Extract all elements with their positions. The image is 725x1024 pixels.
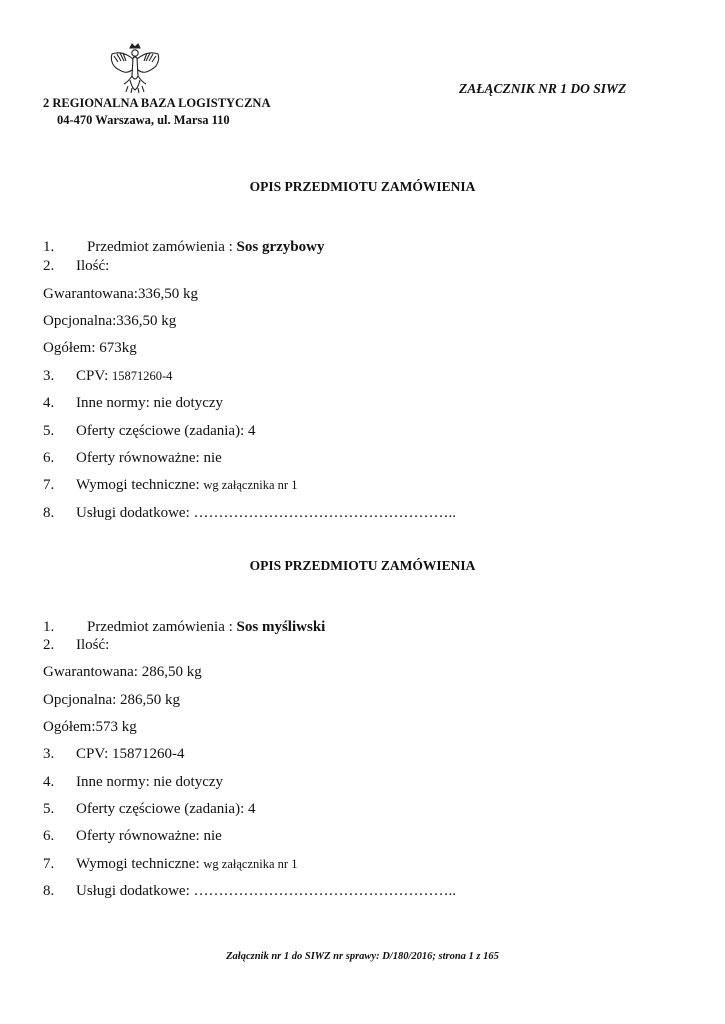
item-label: Oferty równoważne: nie xyxy=(76,450,222,466)
item-equivalent-offers xyxy=(43,828,222,845)
item-number: 4. xyxy=(43,395,55,411)
quantity-total: Ogółem: 673kg xyxy=(43,340,137,356)
section-title: OPIS PRZEDMIOTU ZAMÓWIENIA xyxy=(249,558,476,573)
item-label: Ilość: xyxy=(76,258,110,274)
section-title: OPIS PRZEDMIOTU ZAMÓWIENIA xyxy=(249,179,476,194)
quantity-guaranteed: Gwarantowana: 286,50 kg xyxy=(43,664,202,680)
item-number: 5. xyxy=(43,423,55,439)
item-partial-offers xyxy=(43,423,255,440)
item-label: Przedmiot zamówienia : xyxy=(87,619,237,635)
item-value: Sos grzybowy xyxy=(236,239,325,255)
quantity-guaranteed: Gwarantowana:336,50 kg xyxy=(43,286,198,302)
item-technical-requirements xyxy=(43,477,297,494)
item-number: 1. xyxy=(43,239,55,255)
item-number: 5. xyxy=(43,801,55,817)
item-label: Wymogi techniczne: xyxy=(76,477,204,493)
page-footer: Załącznik nr 1 do SIWZ nr sprawy: D/180/2016; strona 1 z 165 xyxy=(226,951,499,962)
item-value: 15871260-4 xyxy=(111,369,173,383)
item-number: 3. xyxy=(43,746,55,762)
item-equivalent-offers xyxy=(43,450,222,467)
item-additional-services xyxy=(43,883,456,900)
quantity-total: Ogółem:573 kg xyxy=(43,719,137,735)
item-label: Oferty częściowe (zadania): 4 xyxy=(76,423,256,439)
item-label: Oferty częściowe (zadania): 4 xyxy=(76,801,256,817)
item-cpv xyxy=(43,746,184,763)
item-label: Ilość: xyxy=(76,637,110,653)
item-label: Usługi dodatkowe: …………………………………………….. xyxy=(76,883,456,899)
item-norms xyxy=(43,774,223,791)
item-number: 6. xyxy=(43,828,55,844)
item-norms xyxy=(43,395,223,412)
item-value: wg załącznika nr 1 xyxy=(203,857,298,871)
item-label: Oferty równoważne: nie xyxy=(76,828,222,844)
item-label: Inne normy: nie dotyczy xyxy=(76,774,224,790)
item-number: 8. xyxy=(43,883,55,899)
item-value: Sos myśliwski xyxy=(236,619,326,635)
item-technical-requirements xyxy=(43,856,297,873)
item-label: Usługi dodatkowe: …………………………………………….. xyxy=(76,505,456,521)
item-label: CPV: xyxy=(76,368,112,384)
item-value: wg załącznika nr 1 xyxy=(203,478,298,492)
item-quantity xyxy=(43,637,109,654)
quantity-optional: Opcjonalna:336,50 kg xyxy=(43,313,177,329)
quantity-optional: Opcjonalna: 286,50 kg xyxy=(43,692,181,708)
item-number: 4. xyxy=(43,774,55,790)
item-subject xyxy=(43,619,325,636)
item-label: CPV: 15871260-4 xyxy=(76,746,185,762)
item-additional-services xyxy=(43,505,456,522)
organization-name: 2 REGIONALNA BAZA LOGISTYCZNA xyxy=(43,96,271,110)
item-number: 7. xyxy=(43,477,55,493)
item-subject xyxy=(43,239,324,256)
item-number: 6. xyxy=(43,450,55,466)
item-number: 2. xyxy=(43,637,55,653)
polish-eagle-emblem-icon xyxy=(106,42,164,94)
item-label: Wymogi techniczne: xyxy=(76,856,204,872)
item-quantity xyxy=(43,258,109,275)
item-number: 1. xyxy=(43,619,55,635)
annex-label: ZAŁĄCZNIK NR 1 DO SIWZ xyxy=(459,81,627,96)
organization-address: 04-470 Warszawa, ul. Marsa 110 xyxy=(57,113,230,127)
item-partial-offers xyxy=(43,801,255,818)
item-label: Inne normy: nie dotyczy xyxy=(76,395,224,411)
item-number: 2. xyxy=(43,258,55,274)
item-number: 7. xyxy=(43,856,55,872)
item-label: Przedmiot zamówienia : xyxy=(87,239,237,255)
item-number: 3. xyxy=(43,368,55,384)
item-cpv xyxy=(43,368,172,385)
item-number: 8. xyxy=(43,505,55,521)
